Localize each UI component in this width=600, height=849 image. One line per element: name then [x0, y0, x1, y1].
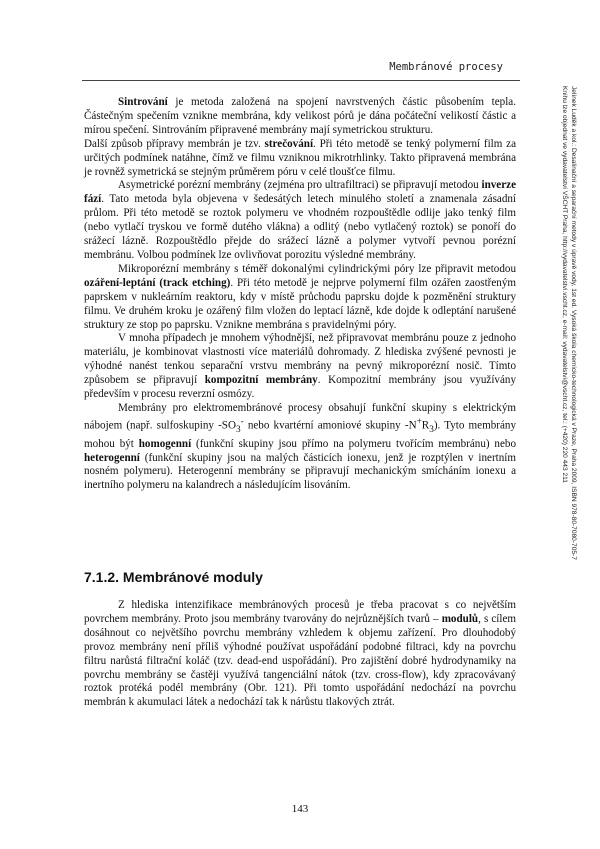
citation-sidebar [560, 86, 578, 560]
term-track-etching: ozáření-leptání (track etching) [84, 276, 231, 289]
paragraph-track-etching: Mikroporézní membrány s téměř dokonalými cylindrickými póry lze připravit metodou ozáření-leptání (track etching). Při této metodě je nejprve polymerní film ozářen zaostřeným paprskem v nukleárním reaktoru, kdy v místě průchodu paprsku dojde k pozměnění struktury filmu. Ve druhém kroku je ozářený film vložen do leptací lázně, kde dojde k odleptání narušené struktury ze stop po paprsku. Vznikne membrána s pravidelnými póry. [84, 262, 517, 331]
paragraph-electromembrane: Membrány pro elektromembránové procesy obsahují funkční skupiny s elektrickým nábojem (např. sulfoskupiny $-SO_3^-$ nebo kvartérní amoniové skupiny $-N^+R_3$). Tyto membrány mohou být homogenní (funkční skupiny jsou přímo na polymeru tvořícím membránu) nebo heterogenní (funkční skupiny jsou na malých částicích ionexu, jenž je rozptýlen v inertním nosném polymeru). Heterogenní membrány se připravují mechanickým smícháním ionexu a inertního polymeru na kalandrech a následujícím lisováním. [84, 401, 516, 492]
term-stretching: strečování [264, 137, 314, 150]
term-composite: kompozitní membrány [204, 374, 318, 387]
term-homogeneous: homogenní [138, 437, 192, 450]
body-text [84, 96, 516, 493]
paragraph-composite: V mnoha případech je mnohem výhodnější, než připravovat membránu pouze z jednoho materiálu, je kombinovat vlastnosti více materiálů dohromady. Z hlediska zvýšené pevnosti je výhodné nanést tenkou separační vrstvu membrány na pevný mikroporézní nosič. Tímto způsobem se připravují kompozitní membrány. Kompozitní membrány jsou využívány především v procesu reverzní osmózy. [84, 332, 516, 401]
term-phase-inversion: inverze fází [84, 179, 516, 206]
term-modules: modulů [441, 612, 479, 625]
paragraph-sintering: Sintrování je metoda založená na spojení navrstvených částic působením tepla. Částečným spečením vznikne membrána, kdy velikost pórů je dána počáteční velikostí částic a mírou spečení. Sintrováním připravené membrány mají symetrickou strukturu. [84, 96, 516, 136]
page-number: 143 [291, 803, 309, 815]
header-rule [82, 80, 520, 81]
paragraph-phase-inversion: Asymetrické porézní membrány (zejména pro ultrafiltraci) se připravují metodou inverze fází. Tato metoda byla objevena v šedesátých letech minulého století a znamenala zásadní průlom. Při této metodě se roztok polymeru ve vhodném rozpouštědle odlije jako tenký film (nebo vytlačí tryskou ve formě dutého vlákna) a odlitý (nebo vytlačený roztok) se ponoří do srážecí lázně. Rozpouštědlo přejde do srážecí lázně a polymer vytvoří pevnou porézní membránu. Volbou podmínek lze ovlivňovat porozitu výsledné membrány. [84, 179, 516, 261]
section-membrane-modules [84, 569, 516, 710]
term-heterogeneous: heterogenní [84, 451, 140, 464]
section-body [84, 599, 516, 710]
section-heading: 7.1.2. Membránové moduly [84, 569, 263, 585]
paragraph-stretching: Další způsob přípravy membrán je tzv. strečování. Při této metodě se tenký polymerní film za určitých podmínek natáhne, čímž ve filmu vzniknou mikrotrhlinky. Takto připravená membrána je rovněž symetrická se stejným průměrem póru v celé tloušťce filmu. [84, 137, 516, 178]
running-head: Membránové procesy [389, 61, 503, 73]
citation-line: Jelínek Luděk a kol.: Desalinační a separační metody v úpravě vody, 1st ed. Vysoká škola chemicko-technologická v Praze, Praha 2009, ISBN 978-80-7080-705-7 [570, 86, 577, 560]
paragraph-modules: Z hlediska intenzifikace membránových procesů je třeba pracovat s co největším povrchem membrány. Proto jsou membrány tvarovány do nejrůznějších tvarů – modulů, s cílem dosáhnout co největšího povrchu membrány vzhledem k objemu zařízení. Pro dlouhodobý provoz membrány není příliš výhodné používat uspořádání podobné filtraci, kdy na povrchu filtru narůstá filtrační koláč (tzv. dead-end uspořádání). Pro zajištění dobré hydrodynamiky na povrchu membrány se častěji využívá tangenciální nátok (tzv. cross-flow), kdy zpracovávaný roztok protéká podél membrány (Obr. 121). Při tomto uspořádání nedochází na povrchu membrán k akumulaci látek a nedochází tak k nárůstu tlakových ztrát. [84, 599, 516, 709]
order-info-line: Knihu lze objednat ve vydavatelství VŠCHT Praha, http://vydavatelstvi.vscht.cz, e-mail: vydavatelstvi@vscht.cz, tel.: (+420) 220 443 211 [561, 86, 568, 483]
term-sintering: Sintrování [118, 96, 168, 108]
